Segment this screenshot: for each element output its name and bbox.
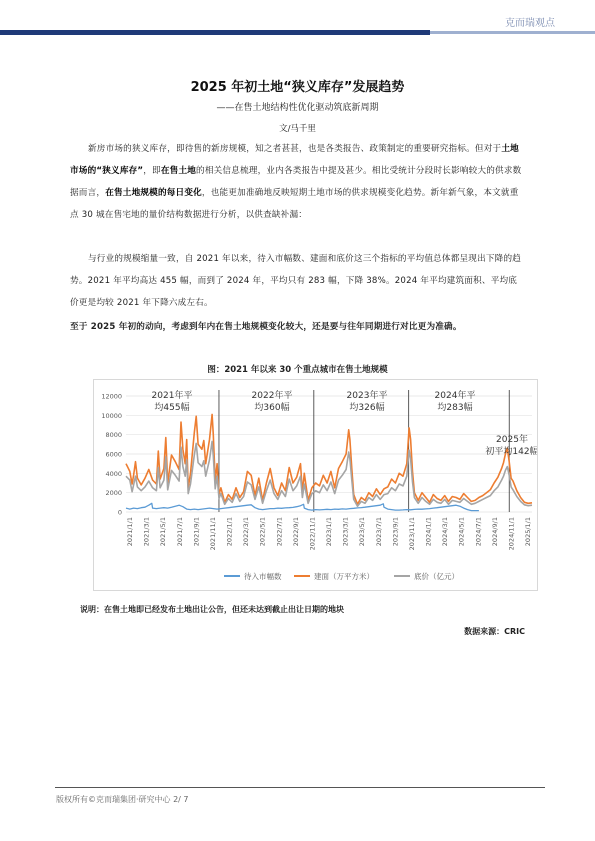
annotation-label: 均283幅 [437, 403, 473, 413]
x-tick-label: 2023/3/1 [341, 517, 350, 547]
paragraph-1-body [70, 144, 521, 220]
x-tick-label: 2022/9/1 [291, 517, 300, 547]
x-tick-label: 2022/5/1 [258, 517, 267, 547]
emphasis-text: 在售土地规模的每日变化 [105, 188, 202, 198]
body-text: 的相关信息梳理，业内各类报告中提及甚少。相比受统计分段时长影响较大的供求数据而言， [70, 166, 522, 198]
x-tick-label: 2022/1/1 [225, 517, 234, 547]
header-bar [0, 30, 595, 35]
x-tick-label: 2021/9/1 [192, 517, 201, 547]
chart-container [93, 379, 538, 591]
brand-label: 克而瑞观点 [505, 18, 555, 29]
x-tick-label: 2024/11/1 [507, 517, 516, 551]
annotation-label: 均326幅 [349, 403, 385, 413]
x-tick-label: 2023/9/1 [391, 517, 400, 547]
annotation-label: 2021年平 [151, 391, 193, 401]
article-subtitle: ——在售土地结构性优化驱动筑底新周期 [216, 103, 379, 113]
header-bar-dark [0, 30, 430, 35]
y-tick-label: 4000 [105, 469, 122, 478]
x-tick-label: 2024/1/1 [424, 517, 433, 547]
annotation-label: 均360幅 [254, 403, 290, 413]
line-chart [94, 380, 537, 590]
annotation-label: 2024年平 [434, 391, 476, 401]
x-tick-label: 2023/11/1 [407, 517, 416, 551]
x-tick-label: 2022/7/1 [275, 517, 284, 547]
footer-divider [55, 787, 545, 788]
chart-note: 说明：在售土地即已经发布土地出让公告，但还未达到截止出让日期的地块 [80, 605, 344, 614]
article-author: 文/马千里 [279, 124, 316, 134]
series-line-1 [126, 503, 479, 510]
annotation-label: 均455幅 [154, 403, 190, 413]
paragraph-3-body: 至于 2025 年初的动向，考虑到年内在售土地规模变化较大，还是要与往年同期进行对比更为准确。 [70, 322, 462, 332]
article-title: 2025 年初土地“狭义库存”发展趋势 [190, 80, 405, 95]
paragraph-2-body: 与行业的规模缩量一致，自 2021 年以来，待入市幅数、建面和底价这三个指标的平均值总体都呈现出下降的趋势。2021 年平均高达 455 幅，而到了 2024 年，平均只有 283 幅，下降 38%。2024 年平均建筑面积、平均底价更是均较 2021 年下降六成左右。 [70, 254, 522, 308]
y-tick-label: 10000 [101, 411, 122, 420]
x-tick-label: 2024/5/1 [457, 517, 466, 547]
paragraph-1 [70, 138, 525, 226]
x-tick-label: 2025/1/1 [524, 517, 532, 547]
y-tick-label: 6000 [105, 450, 122, 459]
annotation-label: 2022年平 [251, 391, 293, 401]
chart-title: 图：2021 年以来 30 个重点城市在售土地规模 [207, 365, 388, 375]
x-tick-label: 2022/3/1 [242, 517, 251, 547]
body-text: 新房市场的狭义库存，即待售的新房规模，知之者甚甚，也是各类报告、政策制定的重要研究指标。但对于 [88, 144, 502, 154]
data-source: 数据来源：CRIC [464, 627, 525, 636]
x-tick-label: 2021/3/1 [142, 517, 151, 547]
x-tick-label: 2021/7/1 [175, 517, 184, 547]
x-tick-label: 2023/5/1 [358, 517, 367, 547]
paragraph-2 [70, 248, 525, 314]
header-bar-light [430, 31, 595, 34]
x-tick-label: 2023/7/1 [374, 517, 383, 547]
footer-copyright: 版权所有©克而瑞集团·研究中心 2/ 7 [56, 795, 189, 804]
x-tick-label: 2023/1/1 [325, 517, 333, 547]
paragraph-3 [70, 316, 525, 338]
legend-label: 待入市幅数 [244, 572, 282, 581]
annotation-label: 2023年平 [346, 391, 388, 401]
emphasis-text: 土地市场的“狭义库存” [70, 144, 519, 176]
x-tick-label: 2022/11/1 [308, 517, 317, 551]
x-tick-label: 2024/3/1 [441, 517, 450, 547]
x-tick-label: 2021/11/1 [208, 517, 217, 551]
annotation-label: 2025年 [496, 435, 528, 445]
x-tick-label: 2021/5/1 [159, 517, 168, 547]
body-text: ，也能更加准确地反映短期土地市场的供求规模变化趋势。新年新气象，本文就重点 30 城在售宅地的量价结构数据进行分析，以供查缺补漏： [70, 188, 519, 220]
y-tick-label: 0 [117, 508, 122, 517]
x-tick-label: 2024/7/1 [474, 517, 483, 547]
legend-label: 建面（万平方米） [314, 572, 374, 581]
y-tick-label: 12000 [101, 392, 122, 401]
annotation-label: 初平均142幅 [485, 447, 537, 457]
x-tick-label: 2021/1/1 [126, 517, 134, 547]
y-tick-label: 2000 [105, 489, 122, 498]
y-tick-label: 8000 [105, 431, 122, 440]
body-text: ，即 [143, 166, 161, 176]
emphasis-text: 在售土地 [160, 166, 197, 176]
legend-label: 底价（亿元） [414, 572, 459, 581]
x-tick-label: 2024/9/1 [490, 517, 499, 547]
